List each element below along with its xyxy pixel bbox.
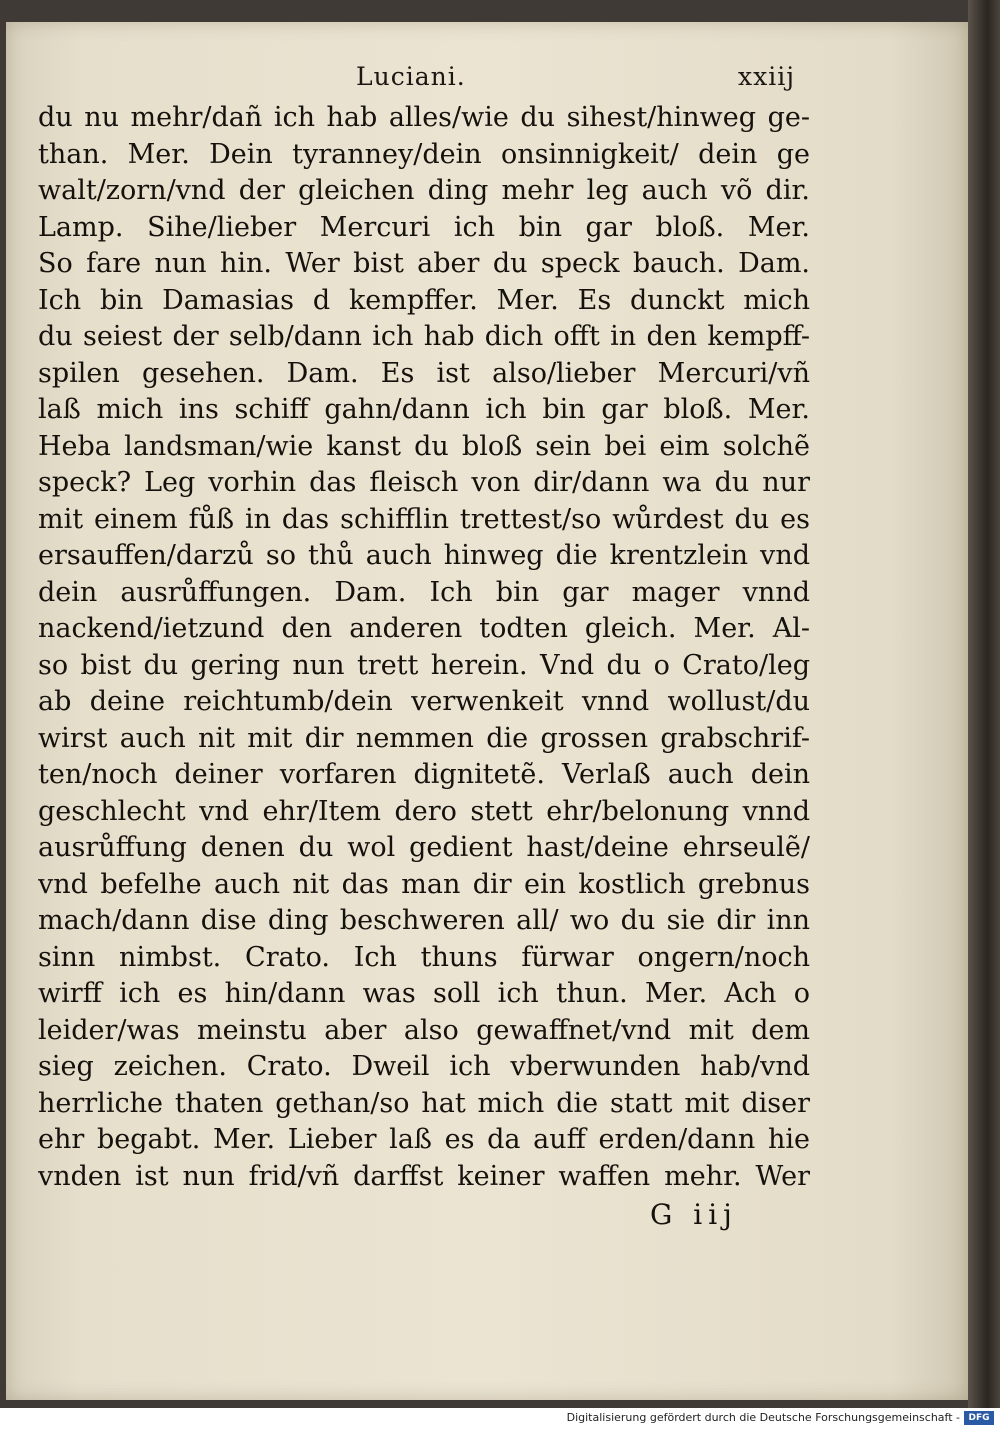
text-line: laß mich ins schiff gahn/dann ich bin gar bloß. Mer. <box>38 394 810 425</box>
text-line: ab deine reichtumb/dein verwenkeit vnnd wollust/du <box>38 686 810 717</box>
running-title: Luciani. <box>356 62 466 91</box>
text-line: so bist du gering nun trett herein. Vnd du o Crato/leg <box>38 649 810 681</box>
text-line: wirff ich es hin/dann was soll ich thun. Mer. Ach o <box>38 978 810 1009</box>
text-line: than. Mer. Dein tyranney/dein onsinnigkeit/ dein ge <box>38 138 810 170</box>
text-line: walt/zorn/vnd der gleichen ding mehr leg auch võ dir. <box>38 175 810 206</box>
dfg-logo: DFG <box>964 1411 994 1425</box>
text-line: vnd befelhe auch nit das man dir ein kostlich grebnus <box>38 868 810 900</box>
text-line: ten/noch deiner vorfaren dignitetẽ. Verlaß auch dein <box>38 759 810 790</box>
text-line: speck? Leg vorhin das fleisch von dir/dann wa du nur <box>38 467 810 498</box>
text-line: du seiest der selb/dann ich hab dich offt in den kempff- <box>38 321 810 352</box>
text-line: Ich bin Damasias d kempffer. Mer. Es dunckt mich <box>38 284 810 316</box>
folio-number: xxiij <box>738 62 795 91</box>
text-line: mit einem fůß in das schifflin trettest/so wůrdest du es <box>38 503 810 535</box>
footer-bar <box>0 1408 1000 1429</box>
text-line: mach/dann dise ding beschweren all/ wo du sie dir inn <box>38 905 810 936</box>
text-line: du nu mehr/dañ ich hab alles/wie du sihest/hinweg ge- <box>38 102 810 133</box>
text-line: sinn nimbst. Crato. Ich thuns fürwar ongern/noch <box>38 941 810 973</box>
body-text <box>38 100 810 1195</box>
text-line: Heba landsman/wie kanst du bloß sein bei eim solchẽ <box>38 430 810 462</box>
text-line: ausrůffung denen du wol gedient hast/deine ehrseulẽ/ <box>38 832 810 863</box>
text-line: nackend/ietzund den anderen todten gleich. Mer. Al- <box>38 613 810 644</box>
text-line: Lamp. Sihe/lieber Mercuri ich bin gar bloß. Mer. <box>38 211 810 243</box>
text-line: dein ausrůffungen. Dam. Ich bin gar mager vnnd <box>38 576 810 608</box>
book-edge <box>968 0 1000 1408</box>
text-line: sieg zeichen. Crato. Dweil ich vberwunden hab/vnd <box>38 1051 810 1082</box>
text-line: leider/was meinstu aber also gewaffnet/vnd mit dem <box>38 1014 810 1046</box>
text-line: vnden ist nun frid/vñ darffst keiner waffen mehr. Wer <box>38 1160 810 1192</box>
signature-mark: G iij <box>650 1198 738 1231</box>
text-line: spilen gesehen. Dam. Es ist also/lieber Mercuri/vñ <box>38 357 810 389</box>
text-line: geschlecht vnd ehr/Item dero stett ehr/belonung vnnd <box>38 795 810 827</box>
text-line: herrliche thaten gethan/so hat mich die statt mit diser <box>38 1087 810 1119</box>
funding-credit: Digitalisierung gefördert durch die Deutsche Forschungsgemeinschaft - <box>566 1411 960 1424</box>
text-line: ehr begabt. Mer. Lieber laß es da auff erden/dann hie <box>38 1124 810 1155</box>
text-line: So fare nun hin. Wer bist aber du speck bauch. Dam. <box>38 248 810 279</box>
text-line: ersauffen/darzů so thů auch hinweg die krentzlein vnd <box>38 540 810 571</box>
text-line: wirst auch nit mit dir nemmen die grossen grabschrif- <box>38 722 810 754</box>
